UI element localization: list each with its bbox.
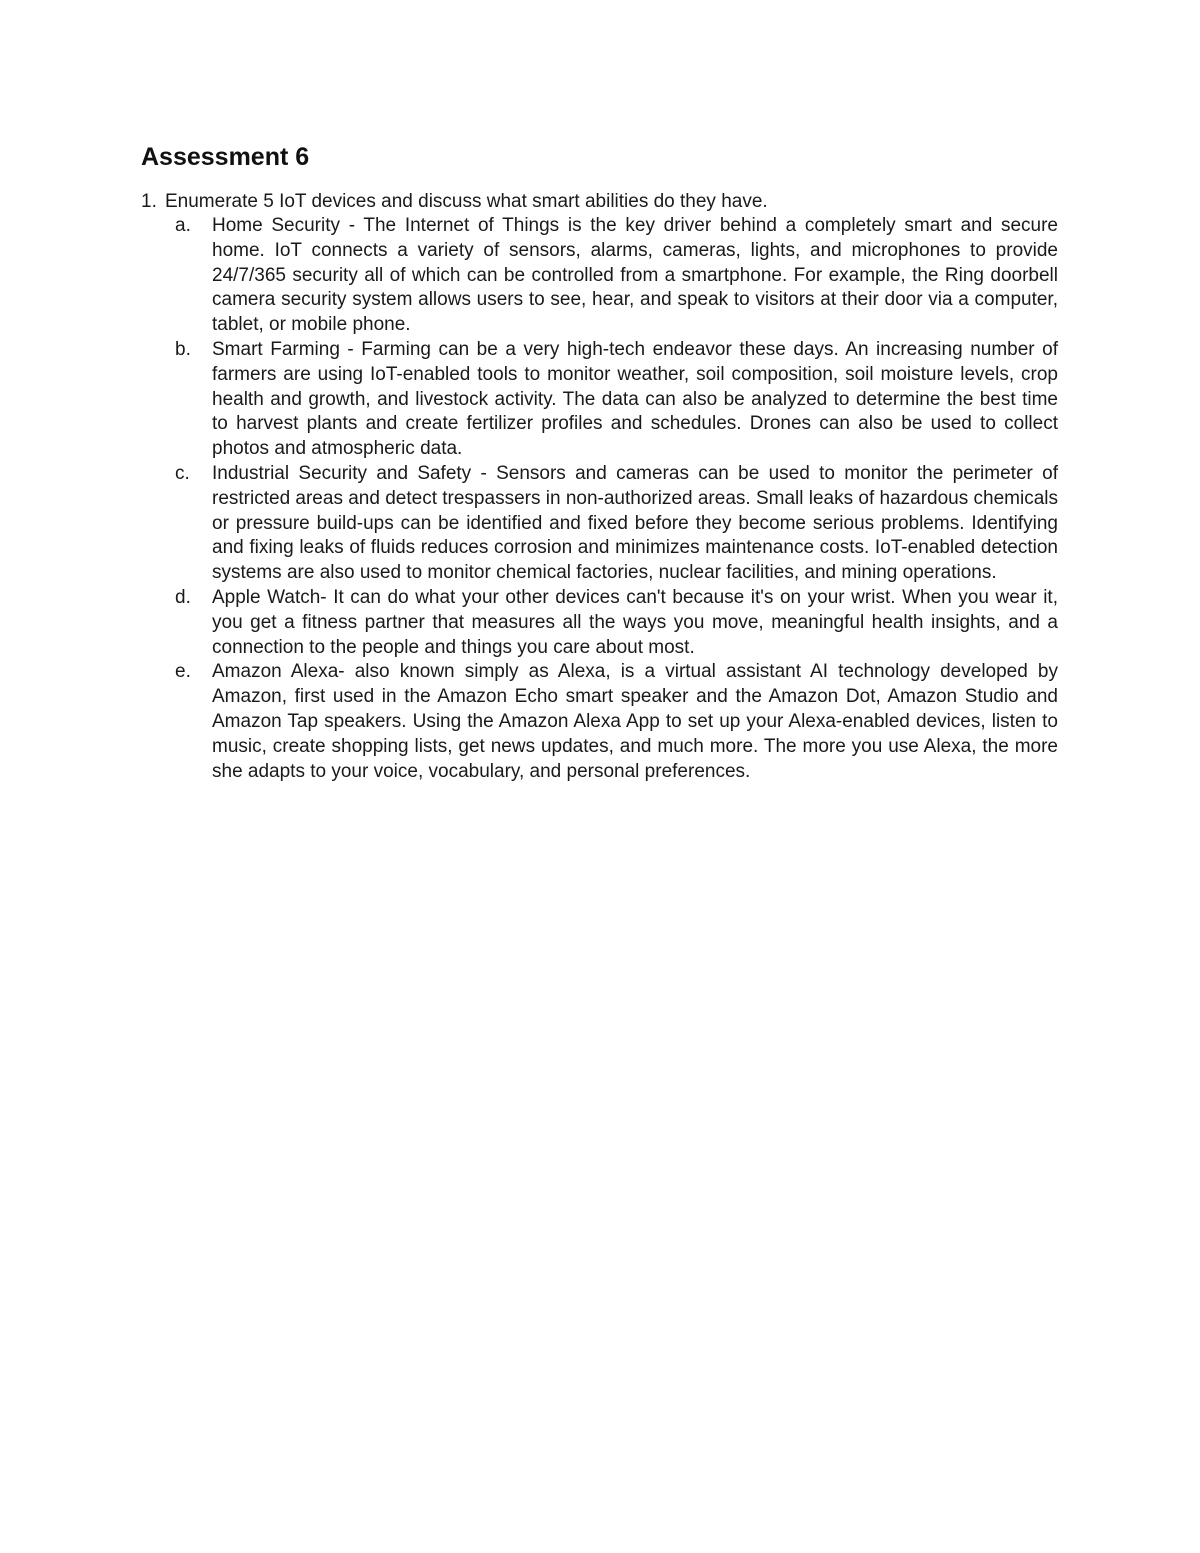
answer-letter: e.	[175, 661, 191, 683]
answer-list	[175, 214, 1058, 784]
answer-letter: a.	[175, 215, 191, 236]
answer-letter: c.	[175, 462, 190, 484]
answer-item-d	[175, 586, 1058, 660]
answer-item-c	[175, 462, 1058, 586]
answer-item-b	[175, 338, 1058, 462]
answer-text: Home Security - The Internet of Things is the key driver behind a completely smart and secure home. IoT connects a variety of sensors, alarms, cameras, lights, and microphones to provide 24/7/365 security all of which can be controlled from a smartphone. For example, the Ring doorbell camera security system allows users to see, hear, and speak to visitors at their door via a computer, tablet, or mobile phone.	[212, 215, 1058, 336]
question-text: Enumerate 5 IoT devices and discuss what smart abilities do they have.	[165, 191, 768, 212]
answer-item-a	[175, 214, 1058, 338]
question-1	[141, 190, 768, 215]
question-number: 1.	[141, 191, 157, 212]
page-title: Assessment 6	[141, 143, 310, 171]
answer-item-e	[175, 660, 1058, 784]
answer-letter: d.	[175, 586, 191, 608]
answer-text: Smart Farming - Farming can be a very high-tech endeavor these days. An increasing number of farmers are using IoT-enabled tools to monitor weather, soil composition, soil moisture levels, crop health and growth, and livestock activity. The data can also be analyzed to determine the best time to harvest plants and create fertilizer profiles and schedules. Drones can also be used to collect photos and atmospheric data.	[212, 338, 1058, 460]
answer-letter: b.	[175, 338, 191, 360]
answer-text: Apple Watch- It can do what your other devices can't because it's on your wrist. When you wear it, you get a fitness partner that measures all the ways you move, meaningful health insights, and a connection to the people and things you care about most.	[212, 586, 1058, 658]
answer-text: Amazon Alexa- also known simply as Alexa, is a virtual assistant AI technology developed by Amazon, first used in the Amazon Echo smart speaker and the Amazon Dot, Amazon Studio and Amazon Tap speakers. Using the Amazon Alexa App to set up your Alexa-enabled devices, listen to music, create shopping lists, get news updates, and much more. The more you use Alexa, the more she adapts to your voice, vocabulary, and personal preferences.	[212, 661, 1058, 782]
answer-text: Industrial Security and Safety - Sensors and cameras can be used to monitor the perimeter of restricted areas and detect trespassers in non-authorized areas. Small leaks of hazardous chemicals or pressure build-ups can be identified and fixed before they become serious problems. Identifying and fixing leaks of fluids reduces corrosion and minimizes maintenance costs. IoT-enabled detection systems are also used to monitor chemical factories, nuclear facilities, and mining operations.	[212, 462, 1058, 584]
